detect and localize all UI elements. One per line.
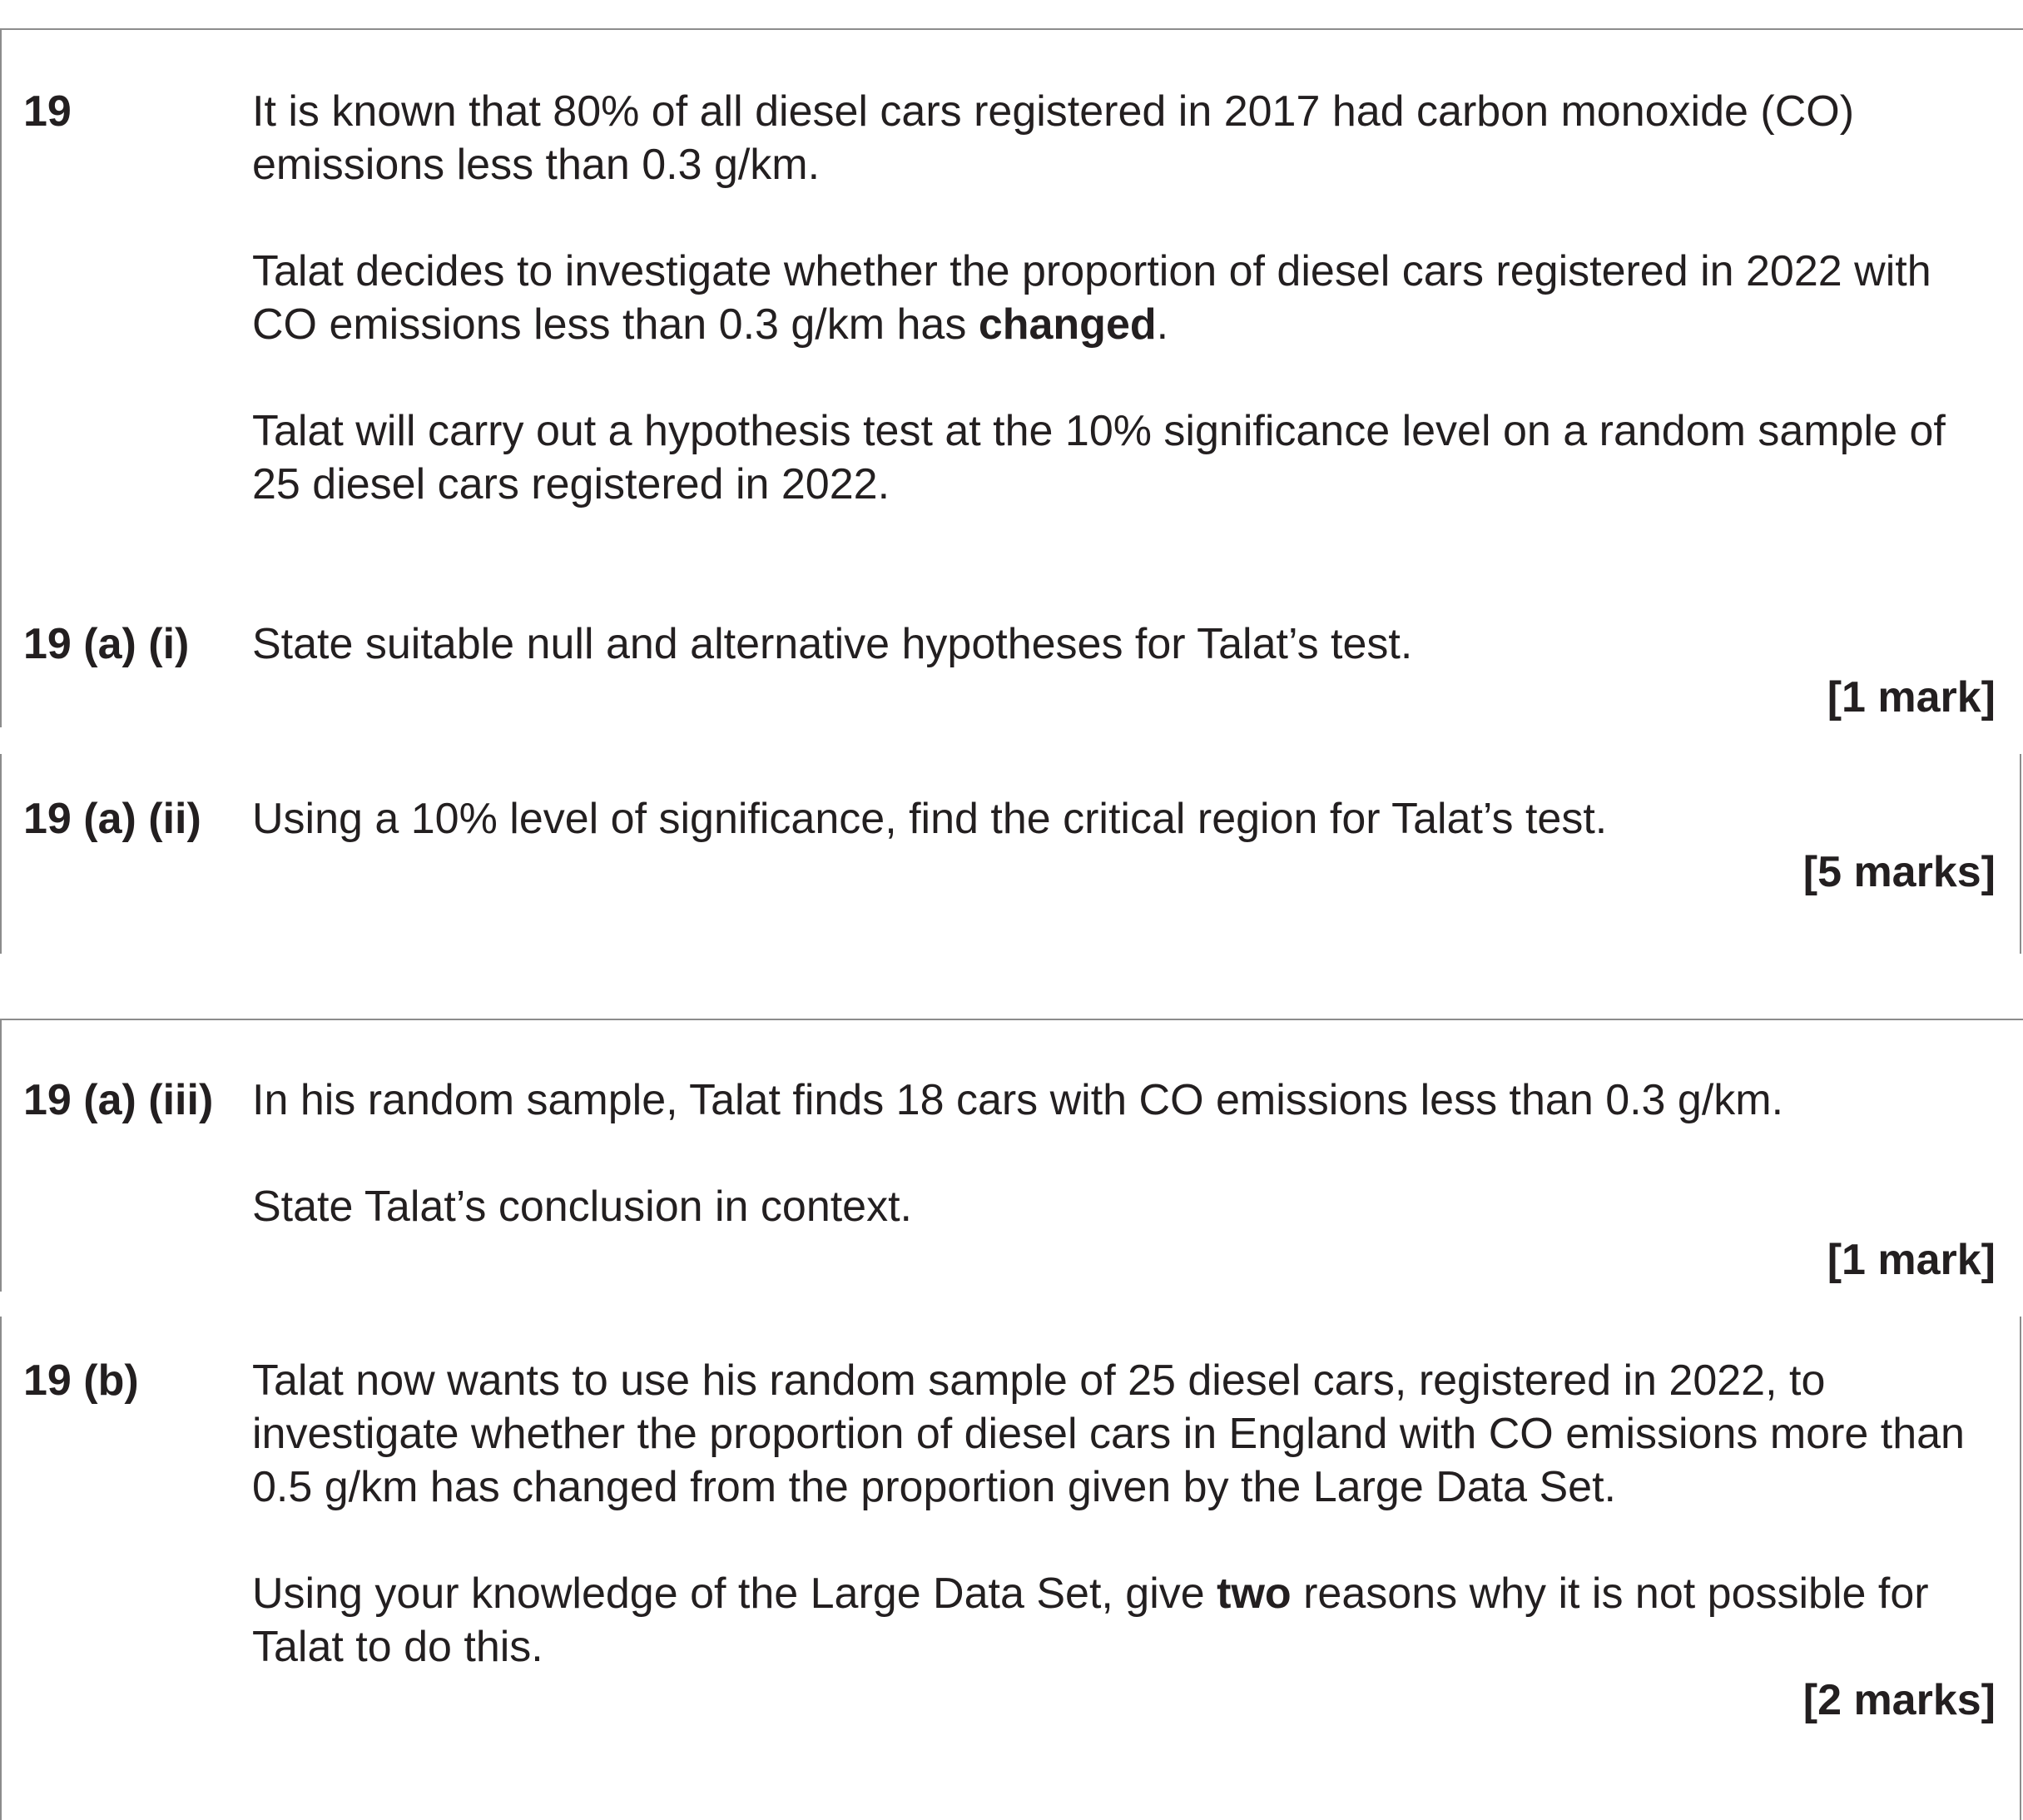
box2-left-border: [0, 754, 2, 954]
intro-emphasis-changed: changed: [978, 300, 1157, 349]
part-b-emphasis-two: two: [1217, 1570, 1292, 1618]
box3-left-border: [0, 1019, 2, 1292]
part-b-label: 19 (b): [23, 1356, 139, 1405]
part-b-text-2-end: reasons why it is not possible for Talat to do this.: [252, 1570, 1929, 1671]
part-b-text-1: Talat now wants to use his random sample of 25 diesel cars, registered in 2022, to investigate whether the proportion of diesel cars in England with CO emissions more than 0.5 g/km has changed from the proportion given by the Large Data Set.: [252, 1356, 1965, 1511]
intro-paragraph-2-text: Talat decides to investigate whether the proportion of diesel cars registered in 2022 with CO emissions less than 0.3 g/km has: [252, 247, 1931, 349]
intro-paragraph-1: It is known that 80% of all diesel cars registered in 2017 had carbon monoxide (CO) emissions less than 0.3 g/km.: [252, 87, 1855, 189]
part-b-text-2: [252, 1567, 2000, 1674]
part-a-iii-label: 19 (a) (iii): [23, 1076, 214, 1124]
part-a-iii-marks: [1 mark]: [1827, 1236, 1996, 1284]
part-a-iii-text-1: In his random sample, Talat finds 18 cars with CO emissions less than 0.3 g/km.: [252, 1076, 1784, 1124]
part-a-iii-text-2: State Talat’s conclusion in context.: [252, 1183, 912, 1231]
part-a-i-text: State suitable null and alternative hypotheses for Talat’s test.: [252, 620, 1413, 668]
part-a-ii-label: 19 (a) (ii): [23, 795, 201, 843]
box4-left-border: [0, 1317, 2, 1820]
part-a-ii-text: Using a 10% level of significance, find the critical region for Talat’s test.: [252, 795, 1608, 843]
box1-top-border: [0, 28, 2023, 30]
box1-left-border: [0, 28, 2, 727]
part-b-text-2-start: Using your knowledge of the Large Data Set, give: [252, 1570, 1217, 1618]
part-b-marks: [2 marks]: [1802, 1676, 1996, 1724]
part-a-i-label: 19 (a) (i): [23, 620, 190, 668]
intro-paragraph-2: [252, 245, 2000, 351]
part-a-i-marks: [1 mark]: [1827, 673, 1996, 722]
box3-top-border: [0, 1019, 2023, 1020]
box4-right-border: [2020, 1317, 2021, 1820]
intro-paragraph-2-end: .: [1156, 300, 1169, 349]
question-number: 19: [23, 87, 72, 136]
intro-paragraph-3: Talat will carry out a hypothesis test at the 10% significance level on a random sample of 25 diesel cars registered in 2022.: [252, 407, 1946, 508]
box2-right-border: [2020, 754, 2021, 954]
part-a-ii-marks: [5 marks]: [1802, 848, 1996, 896]
